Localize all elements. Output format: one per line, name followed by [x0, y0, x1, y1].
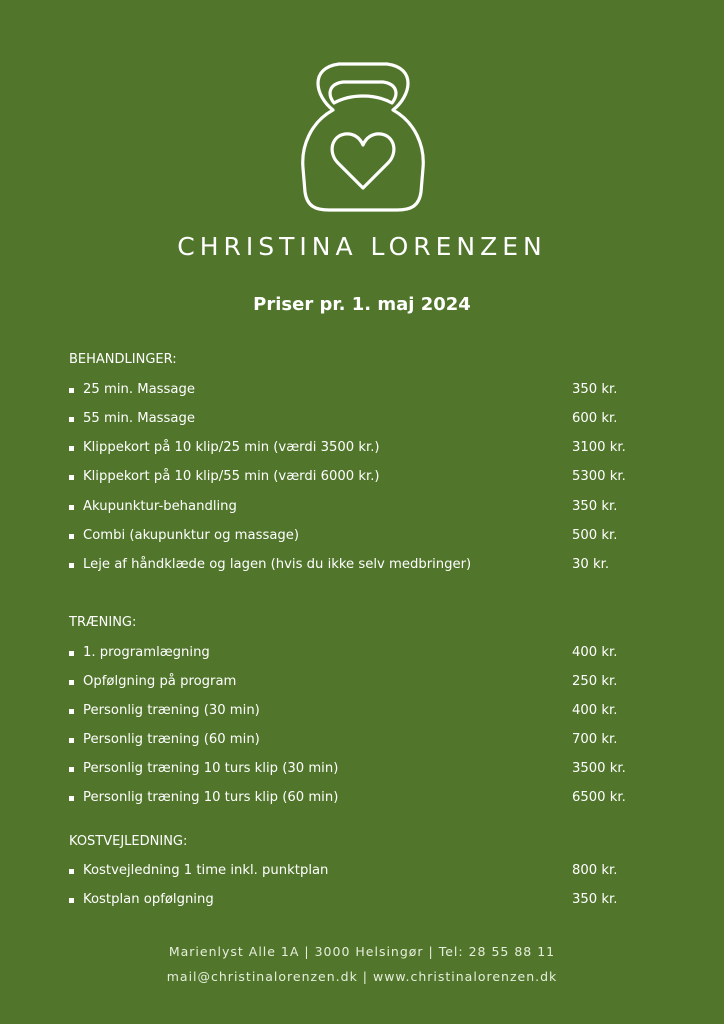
list-item — [69, 788, 669, 808]
bullet — [69, 446, 74, 451]
item-label: 1. programlægning — [83, 645, 210, 660]
footer-contact: mail@christinalorenzen.dk | www.christinalorenzen.dk — [166, 969, 558, 984]
item-price: 400 kr. — [572, 703, 618, 718]
item-label: Combi (akupunktur og massage) — [83, 528, 300, 543]
list-item — [69, 526, 669, 546]
item-label: 55 min. Massage — [83, 411, 195, 426]
section-heading-traening: TRÆNING: — [69, 615, 137, 630]
list-item — [69, 861, 669, 881]
list-item — [69, 555, 669, 575]
item-price: 5300 kr. — [572, 469, 626, 484]
item-price: 700 kr. — [572, 732, 618, 747]
item-label: Leje af håndklæde og lagen (hvis du ikke selv medbringer) — [83, 557, 472, 572]
bullet — [69, 738, 74, 743]
bullet — [69, 417, 74, 422]
bullet — [69, 563, 74, 568]
list-item — [69, 701, 669, 721]
bullet — [69, 898, 74, 903]
bullet — [69, 651, 74, 656]
item-label: Klippekort på 10 klip/55 min (værdi 6000 kr.) — [83, 469, 380, 484]
section-heading-kostvejledning: KOSTVEJLEDNING: — [69, 834, 188, 849]
item-label: Personlig træning (30 min) — [83, 703, 260, 718]
item-price: 250 kr. — [572, 674, 618, 689]
bullet — [69, 709, 74, 714]
list-item — [69, 380, 669, 400]
list-item — [69, 409, 669, 429]
item-label: Klippekort på 10 klip/25 min (værdi 3500 kr.) — [83, 440, 380, 455]
list-item — [69, 438, 669, 458]
item-price: 350 kr. — [572, 892, 618, 907]
item-label: Kostplan opfølgning — [83, 892, 214, 907]
item-label: Personlig træning 10 turs klip (30 min) — [83, 761, 339, 776]
item-price: 350 kr. — [572, 499, 618, 514]
item-label: Opfølgning på program — [83, 674, 237, 689]
bullet — [69, 767, 74, 772]
item-price: 6500 kr. — [572, 790, 626, 805]
item-label: Akupunktur-behandling — [83, 499, 237, 514]
bullet — [69, 534, 74, 539]
item-price: 400 kr. — [572, 645, 618, 660]
item-price: 3500 kr. — [572, 761, 626, 776]
item-price: 800 kr. — [572, 863, 618, 878]
brand-name: CHRISTINA LORENZEN — [177, 232, 547, 261]
item-price: 500 kr. — [572, 528, 618, 543]
footer-address: Marienlyst Alle 1A | 3000 Helsingør | Tel: 28 55 88 11 — [168, 944, 556, 959]
item-price: 3100 kr. — [572, 440, 626, 455]
bullet — [69, 796, 74, 801]
item-price: 600 kr. — [572, 411, 618, 426]
item-price: 30 kr. — [572, 557, 610, 572]
bullet — [69, 388, 74, 393]
list-item — [69, 672, 669, 692]
page-title: Priser pr. 1. maj 2024 — [253, 294, 471, 315]
bullet — [69, 475, 74, 480]
section-heading-behandlinger: BEHANDLINGER: — [69, 352, 177, 367]
item-label: Personlig træning (60 min) — [83, 732, 260, 747]
list-item — [69, 497, 669, 517]
item-label: 25 min. Massage — [83, 382, 195, 397]
list-item — [69, 730, 669, 750]
list-item — [69, 643, 669, 663]
item-label: Kostvejledning 1 time inkl. punktplan — [83, 863, 329, 878]
bullet — [69, 680, 74, 685]
list-item — [69, 759, 669, 779]
bullet — [69, 505, 74, 510]
item-label: Personlig træning 10 turs klip (60 min) — [83, 790, 339, 805]
list-item — [69, 467, 669, 487]
item-price: 350 kr. — [572, 382, 618, 397]
kettlebell-heart-icon — [301, 60, 425, 214]
list-item — [69, 890, 669, 910]
bullet — [69, 869, 74, 874]
